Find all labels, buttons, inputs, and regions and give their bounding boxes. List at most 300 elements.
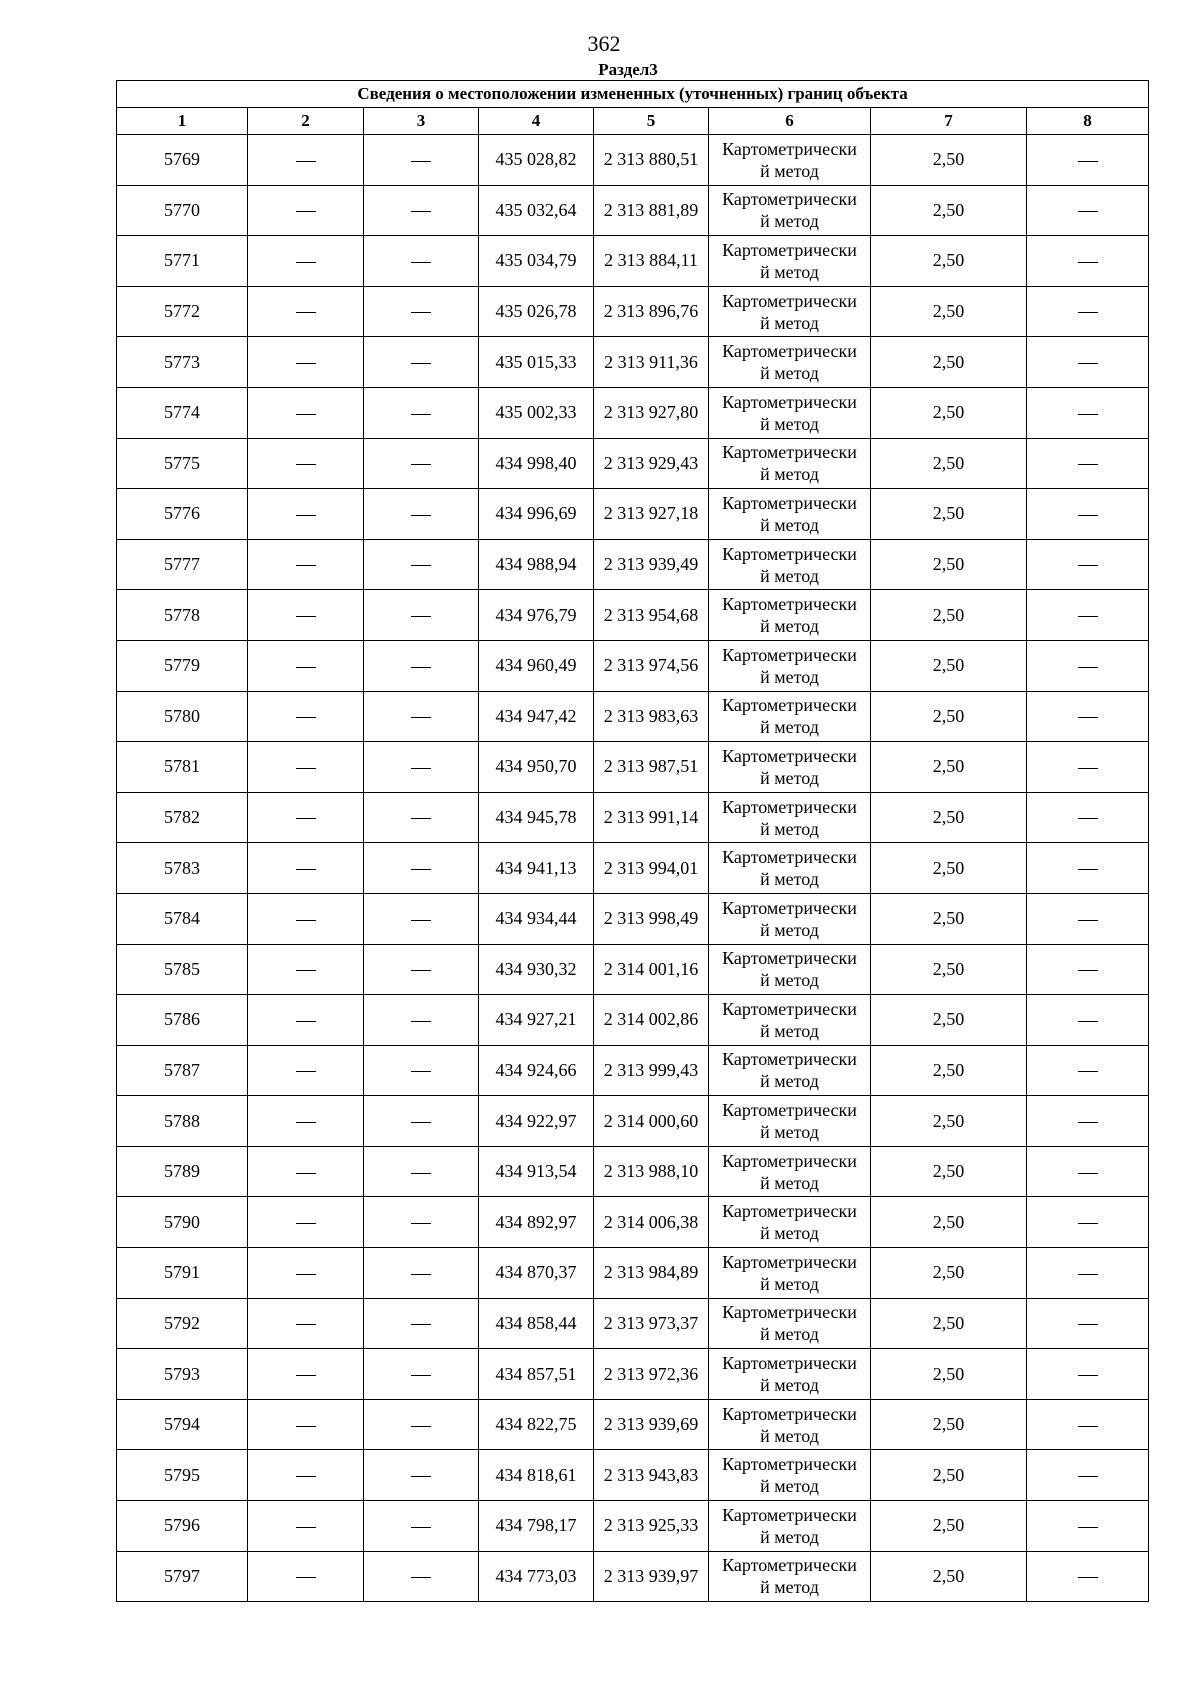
column-number-row — [117, 108, 1149, 135]
dash-mark — [296, 1426, 316, 1427]
method-cell — [709, 1399, 871, 1450]
y-coordinate-cell: 2 313 884,11 — [594, 236, 709, 287]
x-coordinate-cell: 434 947,42 — [479, 691, 594, 742]
empty-cell — [1027, 135, 1149, 186]
dash-mark — [296, 1375, 316, 1376]
empty-cell — [248, 1248, 364, 1299]
x-coordinate-cell: 434 913,54 — [479, 1146, 594, 1197]
accuracy-cell: 2,50 — [871, 489, 1027, 540]
method-cell — [709, 337, 871, 388]
empty-cell — [248, 185, 364, 236]
accuracy-cell: 2,50 — [871, 539, 1027, 590]
empty-cell — [1027, 1248, 1149, 1299]
empty-cell — [1027, 387, 1149, 438]
table-row — [117, 1298, 1149, 1349]
empty-cell — [1027, 792, 1149, 843]
empty-cell — [248, 893, 364, 944]
method-cell — [709, 1197, 871, 1248]
empty-cell — [364, 438, 479, 489]
empty-cell — [364, 742, 479, 793]
dash-mark — [1078, 464, 1098, 465]
empty-cell — [248, 489, 364, 540]
method-line-1: Картометрически — [722, 1049, 857, 1070]
dash-mark — [1078, 818, 1098, 819]
method-cell — [709, 742, 871, 793]
empty-cell — [1027, 1096, 1149, 1147]
method-cell — [709, 1450, 871, 1501]
dash-mark — [411, 1021, 431, 1022]
table-row — [117, 185, 1149, 236]
empty-cell — [364, 691, 479, 742]
accuracy-cell: 2,50 — [871, 387, 1027, 438]
boundary-coordinates-table — [116, 80, 1149, 1602]
empty-cell — [248, 1298, 364, 1349]
dash-mark — [411, 869, 431, 870]
method-cell — [709, 944, 871, 995]
x-coordinate-cell: 435 026,78 — [479, 286, 594, 337]
point-number-cell: 5789 — [117, 1146, 248, 1197]
y-coordinate-cell: 2 313 974,56 — [594, 640, 709, 691]
x-coordinate-cell: 434 924,66 — [479, 1045, 594, 1096]
method-line-1: Картометрически — [722, 594, 857, 615]
table-row — [117, 489, 1149, 540]
accuracy-cell: 2,50 — [871, 1298, 1027, 1349]
method-line-2: й метод — [760, 211, 819, 232]
dash-mark — [296, 818, 316, 819]
point-number-cell: 5796 — [117, 1501, 248, 1552]
method-line-1: Картометрически — [722, 290, 857, 311]
empty-cell — [248, 387, 364, 438]
accuracy-cell: 2,50 — [871, 1349, 1027, 1400]
y-coordinate-cell: 2 313 998,49 — [594, 893, 709, 944]
method-line-2: й метод — [760, 565, 819, 586]
x-coordinate-cell: 434 922,97 — [479, 1096, 594, 1147]
empty-cell — [248, 742, 364, 793]
empty-cell — [364, 1399, 479, 1450]
empty-cell — [1027, 489, 1149, 540]
empty-cell — [1027, 236, 1149, 287]
empty-cell — [1027, 995, 1149, 1046]
empty-cell — [364, 1197, 479, 1248]
table-row — [117, 1399, 1149, 1450]
dash-mark — [411, 1527, 431, 1528]
method-line-2: й метод — [760, 1425, 819, 1446]
dash-mark — [296, 1476, 316, 1477]
empty-cell — [364, 1450, 479, 1501]
accuracy-cell: 2,50 — [871, 995, 1027, 1046]
x-coordinate-cell: 434 988,94 — [479, 539, 594, 590]
method-cell — [709, 1349, 871, 1400]
x-coordinate-cell: 435 034,79 — [479, 236, 594, 287]
x-coordinate-cell: 434 858,44 — [479, 1298, 594, 1349]
accuracy-cell: 2,50 — [871, 135, 1027, 186]
method-cell — [709, 489, 871, 540]
dash-mark — [411, 920, 431, 921]
dash-mark — [296, 869, 316, 870]
empty-cell — [248, 995, 364, 1046]
method-line-2: й метод — [760, 919, 819, 940]
empty-cell — [364, 185, 479, 236]
method-cell — [709, 691, 871, 742]
dash-mark — [296, 161, 316, 162]
y-coordinate-cell: 2 313 927,80 — [594, 387, 709, 438]
table-row — [117, 843, 1149, 894]
point-number-cell: 5792 — [117, 1298, 248, 1349]
method-line-2: й метод — [760, 464, 819, 485]
method-line-2: й метод — [760, 1526, 819, 1547]
empty-cell — [364, 1146, 479, 1197]
dash-mark — [1078, 920, 1098, 921]
accuracy-cell: 2,50 — [871, 640, 1027, 691]
x-coordinate-cell: 435 028,82 — [479, 135, 594, 186]
point-number-cell: 5776 — [117, 489, 248, 540]
empty-cell — [364, 337, 479, 388]
table-row — [117, 691, 1149, 742]
dash-mark — [411, 161, 431, 162]
point-number-cell: 5772 — [117, 286, 248, 337]
empty-cell — [364, 843, 479, 894]
empty-cell — [248, 1349, 364, 1400]
dash-mark — [411, 211, 431, 212]
method-cell — [709, 387, 871, 438]
empty-cell — [248, 640, 364, 691]
method-line-2: й метод — [760, 1071, 819, 1092]
empty-cell — [248, 1501, 364, 1552]
empty-cell — [364, 489, 479, 540]
method-line-2: й метод — [760, 1223, 819, 1244]
method-cell — [709, 1248, 871, 1299]
accuracy-cell: 2,50 — [871, 742, 1027, 793]
dash-mark — [296, 667, 316, 668]
empty-cell — [1027, 286, 1149, 337]
table-row — [117, 1146, 1149, 1197]
accuracy-cell: 2,50 — [871, 792, 1027, 843]
table-row — [117, 337, 1149, 388]
method-line-2: й метод — [760, 717, 819, 738]
dash-mark — [1078, 515, 1098, 516]
y-coordinate-cell: 2 313 954,68 — [594, 590, 709, 641]
dash-mark — [411, 1223, 431, 1224]
method-cell — [709, 843, 871, 894]
method-line-1: Картометрически — [722, 1504, 857, 1525]
table-body — [117, 135, 1149, 1602]
method-cell — [709, 1045, 871, 1096]
empty-cell — [248, 539, 364, 590]
method-line-2: й метод — [760, 1172, 819, 1193]
method-cell — [709, 1551, 871, 1602]
empty-cell — [364, 286, 479, 337]
table-row — [117, 387, 1149, 438]
empty-cell — [1027, 337, 1149, 388]
point-number-cell: 5790 — [117, 1197, 248, 1248]
y-coordinate-cell: 2 313 880,51 — [594, 135, 709, 186]
method-line-1: Картометрически — [722, 644, 857, 665]
dash-mark — [296, 1071, 316, 1072]
dash-mark — [296, 363, 316, 364]
point-number-cell: 5779 — [117, 640, 248, 691]
x-coordinate-cell: 434 945,78 — [479, 792, 594, 843]
point-number-cell: 5785 — [117, 944, 248, 995]
table-row — [117, 1197, 1149, 1248]
method-line-1: Картометрически — [722, 189, 857, 210]
dash-mark — [1078, 1122, 1098, 1123]
empty-cell — [364, 1096, 479, 1147]
dash-mark — [1078, 363, 1098, 364]
dash-mark — [411, 1173, 431, 1174]
dash-mark — [296, 1173, 316, 1174]
accuracy-cell: 2,50 — [871, 1248, 1027, 1299]
method-line-1: Картометрически — [722, 1251, 857, 1272]
empty-cell — [1027, 1501, 1149, 1552]
dash-mark — [411, 1122, 431, 1123]
method-line-2: й метод — [760, 616, 819, 637]
empty-cell — [248, 1096, 364, 1147]
y-coordinate-cell: 2 314 006,38 — [594, 1197, 709, 1248]
method-line-2: й метод — [760, 413, 819, 434]
method-line-1: Картометрически — [722, 998, 857, 1019]
accuracy-cell: 2,50 — [871, 1551, 1027, 1602]
empty-cell — [1027, 893, 1149, 944]
table-row — [117, 893, 1149, 944]
dash-mark — [296, 312, 316, 313]
table-row — [117, 944, 1149, 995]
method-line-2: й метод — [760, 261, 819, 282]
dash-mark — [1078, 1577, 1098, 1578]
method-line-1: Картометрически — [722, 847, 857, 868]
dash-mark — [411, 667, 431, 668]
method-line-2: й метод — [760, 363, 819, 384]
method-line-1: Картометрически — [722, 695, 857, 716]
dash-mark — [411, 1375, 431, 1376]
dash-mark — [296, 616, 316, 617]
x-coordinate-cell: 434 857,51 — [479, 1349, 594, 1400]
table-row — [117, 1450, 1149, 1501]
method-line-2: й метод — [760, 514, 819, 535]
empty-cell — [364, 590, 479, 641]
point-number-cell: 5787 — [117, 1045, 248, 1096]
method-line-2: й метод — [760, 970, 819, 991]
accuracy-cell: 2,50 — [871, 185, 1027, 236]
dash-mark — [296, 717, 316, 718]
empty-cell — [364, 792, 479, 843]
dash-mark — [1078, 869, 1098, 870]
empty-cell — [1027, 742, 1149, 793]
method-line-2: й метод — [760, 1273, 819, 1294]
dash-mark — [411, 262, 431, 263]
point-number-cell: 5780 — [117, 691, 248, 742]
method-cell — [709, 995, 871, 1046]
accuracy-cell: 2,50 — [871, 1146, 1027, 1197]
method-line-2: й метод — [760, 1324, 819, 1345]
empty-cell — [364, 1501, 479, 1552]
dash-mark — [411, 717, 431, 718]
y-coordinate-cell: 2 313 987,51 — [594, 742, 709, 793]
dash-mark — [1078, 1324, 1098, 1325]
dash-mark — [1078, 161, 1098, 162]
empty-cell — [1027, 1146, 1149, 1197]
dash-mark — [296, 1223, 316, 1224]
accuracy-cell: 2,50 — [871, 1450, 1027, 1501]
empty-cell — [248, 1146, 364, 1197]
dash-mark — [411, 515, 431, 516]
dash-mark — [411, 970, 431, 971]
empty-cell — [1027, 438, 1149, 489]
column-header: 7 — [871, 108, 1027, 135]
dash-mark — [411, 1426, 431, 1427]
empty-cell — [1027, 1349, 1149, 1400]
table-row — [117, 135, 1149, 186]
method-cell — [709, 236, 871, 287]
method-line-2: й метод — [760, 1122, 819, 1143]
empty-cell — [248, 944, 364, 995]
dash-mark — [1078, 1021, 1098, 1022]
empty-cell — [248, 1450, 364, 1501]
column-header: 2 — [248, 108, 364, 135]
y-coordinate-cell: 2 313 943,83 — [594, 1450, 709, 1501]
table-row — [117, 438, 1149, 489]
dash-mark — [1078, 414, 1098, 415]
dash-mark — [1078, 768, 1098, 769]
dash-mark — [296, 262, 316, 263]
y-coordinate-cell: 2 313 988,10 — [594, 1146, 709, 1197]
method-line-1: Картометрически — [722, 745, 857, 766]
point-number-cell: 5794 — [117, 1399, 248, 1450]
method-line-1: Картометрически — [722, 1454, 857, 1475]
dash-mark — [296, 464, 316, 465]
method-line-1: Картометрически — [722, 1403, 857, 1424]
empty-cell — [248, 438, 364, 489]
dash-mark — [1078, 1426, 1098, 1427]
dash-mark — [411, 312, 431, 313]
method-line-2: й метод — [760, 869, 819, 890]
point-number-cell: 5788 — [117, 1096, 248, 1147]
empty-cell — [248, 1399, 364, 1450]
empty-cell — [364, 1248, 479, 1299]
accuracy-cell: 2,50 — [871, 944, 1027, 995]
y-coordinate-cell: 2 313 881,89 — [594, 185, 709, 236]
method-cell — [709, 1501, 871, 1552]
section-title: Раздел3 — [598, 60, 658, 79]
empty-cell — [364, 387, 479, 438]
dash-mark — [411, 768, 431, 769]
method-line-1: Картометрически — [722, 442, 857, 463]
method-cell — [709, 1298, 871, 1349]
x-coordinate-cell: 434 773,03 — [479, 1551, 594, 1602]
empty-cell — [364, 1551, 479, 1602]
y-coordinate-cell: 2 313 939,97 — [594, 1551, 709, 1602]
dash-mark — [296, 1527, 316, 1528]
dash-mark — [296, 1122, 316, 1123]
accuracy-cell: 2,50 — [871, 286, 1027, 337]
y-coordinate-cell: 2 314 001,16 — [594, 944, 709, 995]
method-cell — [709, 286, 871, 337]
empty-cell — [248, 1551, 364, 1602]
point-number-cell: 5775 — [117, 438, 248, 489]
dash-mark — [296, 920, 316, 921]
dash-mark — [296, 414, 316, 415]
dash-mark — [1078, 616, 1098, 617]
point-number-cell: 5793 — [117, 1349, 248, 1400]
method-cell — [709, 1146, 871, 1197]
accuracy-cell: 2,50 — [871, 438, 1027, 489]
empty-cell — [1027, 640, 1149, 691]
dash-mark — [1078, 1071, 1098, 1072]
x-coordinate-cell: 435 015,33 — [479, 337, 594, 388]
table-row — [117, 539, 1149, 590]
method-line-2: й метод — [760, 1375, 819, 1396]
column-header: 4 — [479, 108, 594, 135]
x-coordinate-cell: 434 941,13 — [479, 843, 594, 894]
x-coordinate-cell: 434 998,40 — [479, 438, 594, 489]
method-line-1: Картометрически — [722, 897, 857, 918]
x-coordinate-cell: 434 892,97 — [479, 1197, 594, 1248]
x-coordinate-cell: 435 032,64 — [479, 185, 594, 236]
method-cell — [709, 792, 871, 843]
y-coordinate-cell: 2 313 983,63 — [594, 691, 709, 742]
method-line-2: й метод — [760, 160, 819, 181]
empty-cell — [1027, 1197, 1149, 1248]
dash-mark — [296, 1577, 316, 1578]
method-line-1: Картометрически — [722, 492, 857, 513]
empty-cell — [364, 539, 479, 590]
column-header: 6 — [709, 108, 871, 135]
accuracy-cell: 2,50 — [871, 1399, 1027, 1450]
accuracy-cell: 2,50 — [871, 843, 1027, 894]
dash-mark — [1078, 667, 1098, 668]
method-line-2: й метод — [760, 1020, 819, 1041]
dash-mark — [1078, 1375, 1098, 1376]
table-row — [117, 1501, 1149, 1552]
y-coordinate-cell: 2 313 929,43 — [594, 438, 709, 489]
empty-cell — [248, 1197, 364, 1248]
point-number-cell: 5797 — [117, 1551, 248, 1602]
dash-mark — [1078, 717, 1098, 718]
method-cell — [709, 893, 871, 944]
dash-mark — [296, 211, 316, 212]
empty-cell — [1027, 185, 1149, 236]
dash-mark — [411, 616, 431, 617]
point-number-cell: 5777 — [117, 539, 248, 590]
dash-mark — [411, 1071, 431, 1072]
table-caption: Сведения о местоположении измененных (уточненных) границ объекта — [117, 81, 1149, 108]
point-number-cell: 5773 — [117, 337, 248, 388]
y-coordinate-cell: 2 313 973,37 — [594, 1298, 709, 1349]
dash-mark — [1078, 1173, 1098, 1174]
table-row — [117, 1045, 1149, 1096]
empty-cell — [364, 236, 479, 287]
table-row — [117, 995, 1149, 1046]
dash-mark — [1078, 565, 1098, 566]
y-coordinate-cell: 2 313 925,33 — [594, 1501, 709, 1552]
dash-mark — [411, 464, 431, 465]
dash-mark — [411, 1274, 431, 1275]
y-coordinate-cell: 2 313 994,01 — [594, 843, 709, 894]
method-cell — [709, 1096, 871, 1147]
method-line-1: Картометрически — [722, 1555, 857, 1576]
accuracy-cell: 2,50 — [871, 1501, 1027, 1552]
column-header: 8 — [1027, 108, 1149, 135]
dash-mark — [296, 1324, 316, 1325]
y-coordinate-cell: 2 314 000,60 — [594, 1096, 709, 1147]
x-coordinate-cell: 434 798,17 — [479, 1501, 594, 1552]
dash-mark — [1078, 262, 1098, 263]
empty-cell — [1027, 590, 1149, 641]
dash-mark — [411, 1577, 431, 1578]
dash-mark — [411, 818, 431, 819]
point-number-cell: 5795 — [117, 1450, 248, 1501]
y-coordinate-cell: 2 313 991,14 — [594, 792, 709, 843]
method-line-1: Картометрически — [722, 341, 857, 362]
